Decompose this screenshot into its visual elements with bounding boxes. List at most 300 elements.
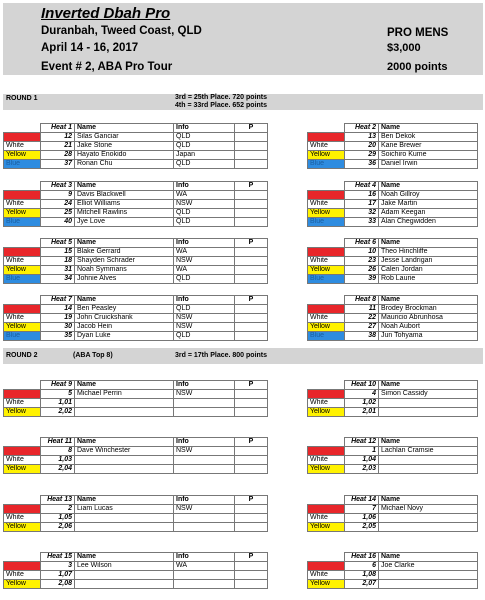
seed-number: 2,02 [41,408,75,417]
table-row [4,209,268,218]
placing-cell [235,305,268,314]
heat-blank-cell [4,296,41,305]
heat-2-table [307,123,478,169]
column-name-header: Name [379,182,478,191]
table-row [4,133,268,142]
heat-5-table [3,238,268,284]
column-info-header: Info [174,381,235,390]
surfer-info: Japan [174,151,235,160]
surfer-name [379,408,478,417]
seed-number: 15 [41,248,75,257]
table-row [4,514,268,523]
jersey-color-yellow: Yellow [4,408,41,417]
seed-number: 2,01 [345,408,379,417]
heat-6-table [307,238,478,284]
seed-number: 28 [41,151,75,160]
placing-cell [235,314,268,323]
jersey-color-blue: Blue [308,275,345,284]
seed-number: 36 [345,160,379,169]
seed-number: 1,04 [345,456,379,465]
seed-number: 25 [41,209,75,218]
surfer-info: NSW [174,200,235,209]
placing-cell [235,133,268,142]
seed-number: 1,06 [345,514,379,523]
surfer-name: Jye Love [75,218,174,227]
column-info-header: Info [174,124,235,133]
event-prize: $3,000 [387,42,421,54]
table-row [4,447,268,456]
table-row [4,408,268,417]
heat-16-table [307,552,478,589]
surfer-name: Dyan Luke [75,332,174,341]
placing-cell [235,218,268,227]
heat-blank-cell [308,381,345,390]
table-row [4,142,268,151]
heat-title: Heat 7 [41,296,75,305]
surfer-info [174,456,235,465]
table-row [308,514,478,523]
placing-cell [235,523,268,532]
event-points: 2000 points [387,61,448,73]
jersey-color-yellow: Yellow [308,523,345,532]
surfer-name: Brodey Brockman [379,305,478,314]
placing-cell [235,408,268,417]
surfer-name: Blake Gerrard [75,248,174,257]
jersey-color-blue: Blue [4,275,41,284]
jersey-color-white: White [4,142,41,151]
jersey-color-white: White [4,200,41,209]
surfer-name: Michael Perrin [75,390,174,399]
surfer-name: Adam Keegan [379,209,478,218]
table-row [308,160,478,169]
placing-cell [235,562,268,571]
event-header [3,3,483,75]
surfer-info [174,523,235,532]
seed-number: 2,03 [345,465,379,474]
table-row [4,390,268,399]
jersey-color-yellow: Yellow [4,266,41,275]
heat-title: Heat 3 [41,182,75,191]
heat-title: Heat 11 [41,438,75,447]
round-1-note-2: 4th = 33rd Place. 652 points [175,102,268,109]
jersey-color-white: White [308,456,345,465]
surfer-name: Dave Winchester [75,447,174,456]
surfer-name: Noah Aubort [379,323,478,332]
heat-blank-cell [4,124,41,133]
jersey-color-yellow: Yellow [4,465,41,474]
table-row [4,305,268,314]
surfer-name [379,571,478,580]
heat-blank-cell [308,496,345,505]
table-row [308,133,478,142]
surfer-info: NSW [174,314,235,323]
column-name-header: Name [379,124,478,133]
jersey-color-red: Red [308,562,345,571]
table-row [308,447,478,456]
surfer-info [174,514,235,523]
surfer-name: Noah Symmans [75,266,174,275]
seed-number: 8 [41,447,75,456]
surfer-name: Silas Ganciar [75,133,174,142]
placing-cell [235,275,268,284]
table-row [308,505,478,514]
surfer-info: WA [174,266,235,275]
placing-cell [235,580,268,589]
heat-blank-cell [4,381,41,390]
placing-cell [235,191,268,200]
surfer-name: Mauricio Abrunhosa [379,314,478,323]
event-dates: April 14 - 16, 2017 [41,42,139,54]
column-p-header: P [235,124,268,133]
jersey-color-blue: Blue [4,160,41,169]
heat-14-table [307,495,478,532]
surfer-name: Daniel Irwin [379,160,478,169]
surfer-info: QLD [174,275,235,284]
surfer-info [174,580,235,589]
column-info-header: Info [174,553,235,562]
seed-number: 34 [41,275,75,284]
round-1-note-1: 3rd = 25th Place. 720 points [175,94,268,101]
jersey-color-white: White [4,257,41,266]
seed-number: 11 [345,305,379,314]
seed-number: 23 [345,257,379,266]
surfer-name: Mitchell Rawlins [75,209,174,218]
heat-title: Heat 5 [41,239,75,248]
table-row [4,257,268,266]
column-p-header: P [235,239,268,248]
column-name-header: Name [379,239,478,248]
placing-cell [235,465,268,474]
jersey-color-red: Red [4,133,41,142]
heat-blank-cell [4,182,41,191]
column-name-header: Name [379,496,478,505]
jersey-color-yellow: Yellow [308,151,345,160]
surfer-name: Joe Clarke [379,562,478,571]
seed-number: 24 [41,200,75,209]
surfer-info: QLD [174,218,235,227]
seed-number: 2,05 [345,523,379,532]
heat-title: Heat 9 [41,381,75,390]
heat-title: Heat 4 [345,182,379,191]
surfer-info: WA [174,191,235,200]
surfer-info [174,571,235,580]
jersey-color-yellow: Yellow [308,465,345,474]
heat-title: Heat 12 [345,438,379,447]
table-row [4,151,268,160]
heat-10-table [307,380,478,417]
jersey-color-blue: Blue [4,332,41,341]
heat-3-table [3,181,268,227]
surfer-info [174,408,235,417]
table-row [4,323,268,332]
heat-blank-cell [4,438,41,447]
surfer-name: Ben Peasley [75,305,174,314]
heat-13-table [3,495,268,532]
seed-number: 14 [41,305,75,314]
seed-number: 1,03 [41,456,75,465]
seed-number: 26 [345,266,379,275]
table-row [4,248,268,257]
round-1-label: ROUND 1 [6,95,38,102]
jersey-color-white: White [4,399,41,408]
column-name-header: Name [75,182,174,191]
column-name-header: Name [75,381,174,390]
seed-number: 1,08 [345,571,379,580]
surfer-name: Ronan Chu [75,160,174,169]
jersey-color-white: White [308,571,345,580]
surfer-info: QLD [174,142,235,151]
surfer-info [174,465,235,474]
jersey-color-white: White [308,314,345,323]
seed-number: 29 [345,151,379,160]
surfer-name: Jake Stone [75,142,174,151]
placing-cell [235,209,268,218]
jersey-color-yellow: Yellow [4,209,41,218]
table-row [308,390,478,399]
table-row [4,571,268,580]
jersey-color-red: Red [4,191,41,200]
round-2-banner [3,348,483,364]
event-location: Duranbah, Tweed Coast, QLD [41,25,202,37]
heat-4-table [307,181,478,227]
placing-cell [235,266,268,275]
table-row [4,266,268,275]
seed-number: 2,04 [41,465,75,474]
surfer-info: WA [174,248,235,257]
surfer-name: Jun Tohyama [379,332,478,341]
surfer-name [75,399,174,408]
table-row [308,523,478,532]
seed-number: 2,07 [345,580,379,589]
table-row [308,323,478,332]
seed-number: 21 [41,142,75,151]
surfer-name: Alan Chegwidden [379,218,478,227]
surfer-name: Johnie Alves [75,275,174,284]
table-row [4,505,268,514]
surfer-name: Theo Hinchliffe [379,248,478,257]
table-row [308,248,478,257]
column-info-header: Info [174,182,235,191]
jersey-color-blue: Blue [308,218,345,227]
column-name-header: Name [379,296,478,305]
surfer-name: Ben Dekok [379,133,478,142]
surfer-info: QLD [174,133,235,142]
surfer-name [75,408,174,417]
jersey-color-yellow: Yellow [308,266,345,275]
surfer-name: Jacob Hein [75,323,174,332]
seed-number: 2 [41,505,75,514]
surfer-info: QLD [174,209,235,218]
jersey-color-blue: Blue [4,218,41,227]
table-row [4,275,268,284]
jersey-color-red: Red [308,191,345,200]
jersey-color-white: White [308,514,345,523]
seed-number: 18 [41,257,75,266]
heat-blank-cell [4,553,41,562]
jersey-color-yellow: Yellow [308,408,345,417]
seed-number: 20 [345,142,379,151]
placing-cell [235,571,268,580]
table-row [308,257,478,266]
seed-number: 40 [41,218,75,227]
table-row [308,151,478,160]
column-info-header: Info [174,239,235,248]
jersey-color-red: Red [4,390,41,399]
surfer-name [75,580,174,589]
heat-7-table [3,295,268,341]
seed-number: 2,06 [41,523,75,532]
heat-1-table [3,123,268,169]
jersey-color-yellow: Yellow [308,580,345,589]
seed-number: 5 [41,390,75,399]
seed-number: 1,02 [345,399,379,408]
surfer-name: Michael Novy [379,505,478,514]
seed-number: 1,05 [41,514,75,523]
heat-title: Heat 1 [41,124,75,133]
heat-blank-cell [308,182,345,191]
heat-blank-cell [308,296,345,305]
jersey-color-red: Red [308,248,345,257]
surfer-name: Liam Lucas [75,505,174,514]
event-number: Event # 2, ABA Pro Tour [41,61,173,73]
placing-cell [235,248,268,257]
placing-cell [235,257,268,266]
jersey-color-yellow: Yellow [4,151,41,160]
placing-cell [235,142,268,151]
table-row [4,218,268,227]
table-row [308,465,478,474]
jersey-color-red: Red [4,248,41,257]
surfer-name [75,571,174,580]
placing-cell [235,323,268,332]
seed-number: 12 [41,133,75,142]
column-p-header: P [235,381,268,390]
placing-cell [235,399,268,408]
jersey-color-red: Red [308,447,345,456]
surfer-name: Elliot Williams [75,200,174,209]
seed-number: 39 [345,275,379,284]
seed-number: 1,07 [41,571,75,580]
round-2-note-1: 3rd = 17th Place. 800 points [175,352,268,359]
round-1-banner [3,94,483,110]
column-name-header: Name [75,553,174,562]
seed-number: 33 [345,218,379,227]
placing-cell [235,505,268,514]
heat-blank-cell [308,553,345,562]
column-name-header: Name [75,438,174,447]
table-row [4,399,268,408]
heat-blank-cell [308,438,345,447]
table-row [4,200,268,209]
jersey-color-yellow: Yellow [308,209,345,218]
table-row [308,218,478,227]
jersey-color-red: Red [4,305,41,314]
table-row [4,523,268,532]
surfer-name [75,523,174,532]
seed-number: 10 [345,248,379,257]
heat-12-table [307,437,478,474]
surfer-info: WA [174,562,235,571]
surfer-info: NSW [174,390,235,399]
heat-15-table [3,552,268,589]
seed-number: 19 [41,314,75,323]
table-row [308,580,478,589]
surfer-name: Calen Jordan [379,266,478,275]
heat-title: Heat 13 [41,496,75,505]
surfer-name: Hayato Enokido [75,151,174,160]
jersey-color-white: White [308,200,345,209]
column-p-header: P [235,182,268,191]
column-p-header: P [235,438,268,447]
surfer-name [379,399,478,408]
surfer-name [379,523,478,532]
seed-number: 9 [41,191,75,200]
heat-title: Heat 8 [345,296,379,305]
seed-number: 6 [345,562,379,571]
jersey-color-white: White [308,142,345,151]
surfer-info: NSW [174,447,235,456]
heat-title: Heat 15 [41,553,75,562]
seed-number: 17 [345,200,379,209]
seed-number: 30 [41,323,75,332]
jersey-color-blue: Blue [308,332,345,341]
surfer-name [379,465,478,474]
column-name-header: Name [75,296,174,305]
column-info-header: Info [174,496,235,505]
placing-cell [235,151,268,160]
surfer-name: Kane Brewer [379,142,478,151]
table-row [4,332,268,341]
surfer-info [174,399,235,408]
column-p-header: P [235,553,268,562]
placing-cell [235,332,268,341]
heat-title: Heat 10 [345,381,379,390]
jersey-color-white: White [4,514,41,523]
heat-blank-cell [4,239,41,248]
jersey-color-yellow: Yellow [4,580,41,589]
jersey-color-red: Red [308,133,345,142]
event-division: PRO MENS [387,27,449,39]
column-name-header: Name [379,438,478,447]
surfer-name: Shayden Schrader [75,257,174,266]
surfer-name [379,456,478,465]
surfer-name: Lachlan Cramsie [379,447,478,456]
surfer-name: Davis Blackwell [75,191,174,200]
column-p-header: P [235,296,268,305]
surfer-name [75,456,174,465]
table-row [308,209,478,218]
heat-blank-cell [308,124,345,133]
seed-number: 32 [345,209,379,218]
column-p-header: P [235,496,268,505]
jersey-color-white: White [4,571,41,580]
surfer-info: QLD [174,160,235,169]
jersey-color-white: White [308,399,345,408]
heat-title: Heat 14 [345,496,379,505]
table-row [4,191,268,200]
table-row [308,275,478,284]
jersey-color-red: Red [4,505,41,514]
heat-title: Heat 16 [345,553,379,562]
jersey-color-yellow: Yellow [4,523,41,532]
seed-number: 37 [41,160,75,169]
table-row [308,305,478,314]
placing-cell [235,456,268,465]
surfer-name: John Cruickshank [75,314,174,323]
column-name-header: Name [379,381,478,390]
placing-cell [235,160,268,169]
surfer-info: NSW [174,323,235,332]
